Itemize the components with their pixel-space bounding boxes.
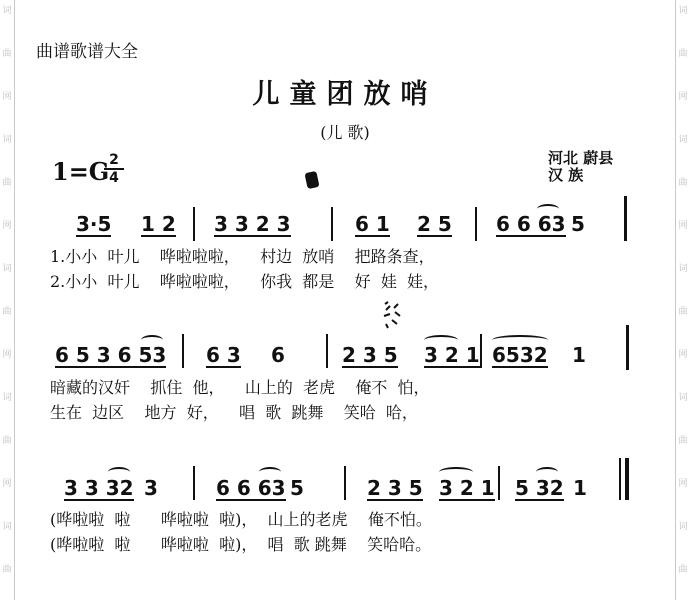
note-group: 2 3 5 [342, 343, 398, 367]
origin-ethnicity: 汉 族 [548, 166, 584, 184]
note-group: 5 [290, 476, 304, 500]
note-group: 3·5 [76, 212, 112, 236]
ink-blot [304, 171, 319, 189]
note-group: 5 [571, 212, 585, 236]
watermark-glyph: 网 [678, 92, 688, 102]
watermark-glyph: 网 [2, 350, 12, 360]
origin-region: 河北 蔚县 [548, 149, 614, 167]
barline [480, 334, 482, 368]
note-group: 6 6 63 [496, 212, 566, 236]
barline [193, 207, 195, 241]
watermark-glyph: 曲 [678, 49, 688, 59]
note-group: 6 3 [206, 343, 241, 367]
watermark-glyph: 词 [2, 264, 12, 274]
time-numerator: 2 [109, 152, 119, 168]
lyric-line: 生在 边区 地方 好， 唱 歌 跳舞 笑哈 哈， [50, 403, 418, 422]
lyric-line: 2.小小 叶儿 哗啦啦啦， 你我 都是 好 娃 娃， [50, 272, 439, 291]
watermark-glyph: 曲 [678, 307, 688, 317]
watermark-glyph: 网 [2, 479, 12, 489]
watermark-glyph: 词 [678, 6, 688, 16]
watermark-glyph: 曲 [2, 565, 12, 575]
final-barline-thin [619, 458, 621, 500]
note-group: 2 3 5 [367, 476, 423, 500]
watermark-glyph: 词 [2, 135, 12, 145]
note-group: 3 3 2 3 [214, 212, 291, 236]
song-title: 儿童团放哨 [252, 79, 438, 110]
watermark-glyph: 曲 [2, 178, 12, 188]
time-signature [104, 153, 124, 185]
note-group: 1 [572, 343, 586, 367]
lyric-line: 1.小小 叶儿 哗啦啦啦， 村边 放哨 把路条查， [50, 247, 435, 266]
watermark-glyph: 词 [678, 264, 688, 274]
time-denominator: 4 [109, 170, 119, 186]
barline [626, 325, 629, 370]
note-group: 6 1 [355, 212, 390, 236]
final-barline-thick [625, 458, 629, 500]
watermark-glyph: 曲 [2, 307, 12, 317]
watermark-glyph: 曲 [678, 565, 688, 575]
barline [498, 466, 500, 500]
note-group: 6 6 63 [216, 476, 286, 500]
watermark-glyph: 曲 [2, 49, 12, 59]
watermark-glyph: 网 [2, 221, 12, 231]
barline [182, 334, 184, 368]
watermark-glyph: 网 [678, 221, 688, 231]
note-group: 6532 [492, 343, 548, 367]
barline [326, 334, 328, 368]
watermark-glyph: 曲 [678, 436, 688, 446]
watermark-glyph: 词 [678, 393, 688, 403]
watermark-glyph: 词 [678, 135, 688, 145]
lyric-line: 暗藏的汉奸 抓住 他， 山上的 老虎 俺不 怕， [50, 378, 430, 397]
song-subtitle: (儿 歌) [320, 123, 370, 142]
note-group: 3 2 1 [424, 343, 480, 367]
barline [331, 207, 333, 241]
note-group: 1 2 [141, 212, 176, 236]
watermark-glyph: 词 [2, 522, 12, 532]
note-group: 6 [271, 343, 285, 367]
note-group: 5 32 [515, 476, 564, 500]
watermark-glyph: 词 [678, 522, 688, 532]
lyric-line: (哗啦啦 啦 哗啦啦 啦)， 唱 歌 跳舞 笑哈哈。 [50, 535, 432, 554]
barline [344, 466, 346, 500]
watermark-glyph: 曲 [2, 436, 12, 446]
song-origin [548, 150, 613, 184]
note-group: 6 5 3 6 53 [55, 343, 167, 367]
site-title: 曲谱歌谱大全 [36, 42, 138, 62]
note-group: 1 [573, 476, 587, 500]
watermark-glyph: 网 [678, 350, 688, 360]
note-group: 2 5 [417, 212, 452, 236]
watermark-glyph: 网 [678, 479, 688, 489]
barline [624, 196, 627, 241]
note-group: 3 [144, 476, 158, 500]
watermark-glyph: 词 [2, 393, 12, 403]
watermark-glyph: 曲 [678, 178, 688, 188]
watermark-glyph: 词 [2, 6, 12, 16]
key-signature: 1=G [52, 157, 110, 186]
lyric-line: (哗啦啦 啦 哗啦啦 啦)， 山上的老虎 俺不怕。 [50, 510, 432, 529]
barline [193, 466, 195, 500]
note-group: 3 2 1 [439, 476, 495, 500]
watermark-glyph: 网 [2, 92, 12, 102]
note-group: 3 3 32 [64, 476, 134, 500]
scan-noise [382, 300, 402, 330]
barline [475, 207, 477, 241]
